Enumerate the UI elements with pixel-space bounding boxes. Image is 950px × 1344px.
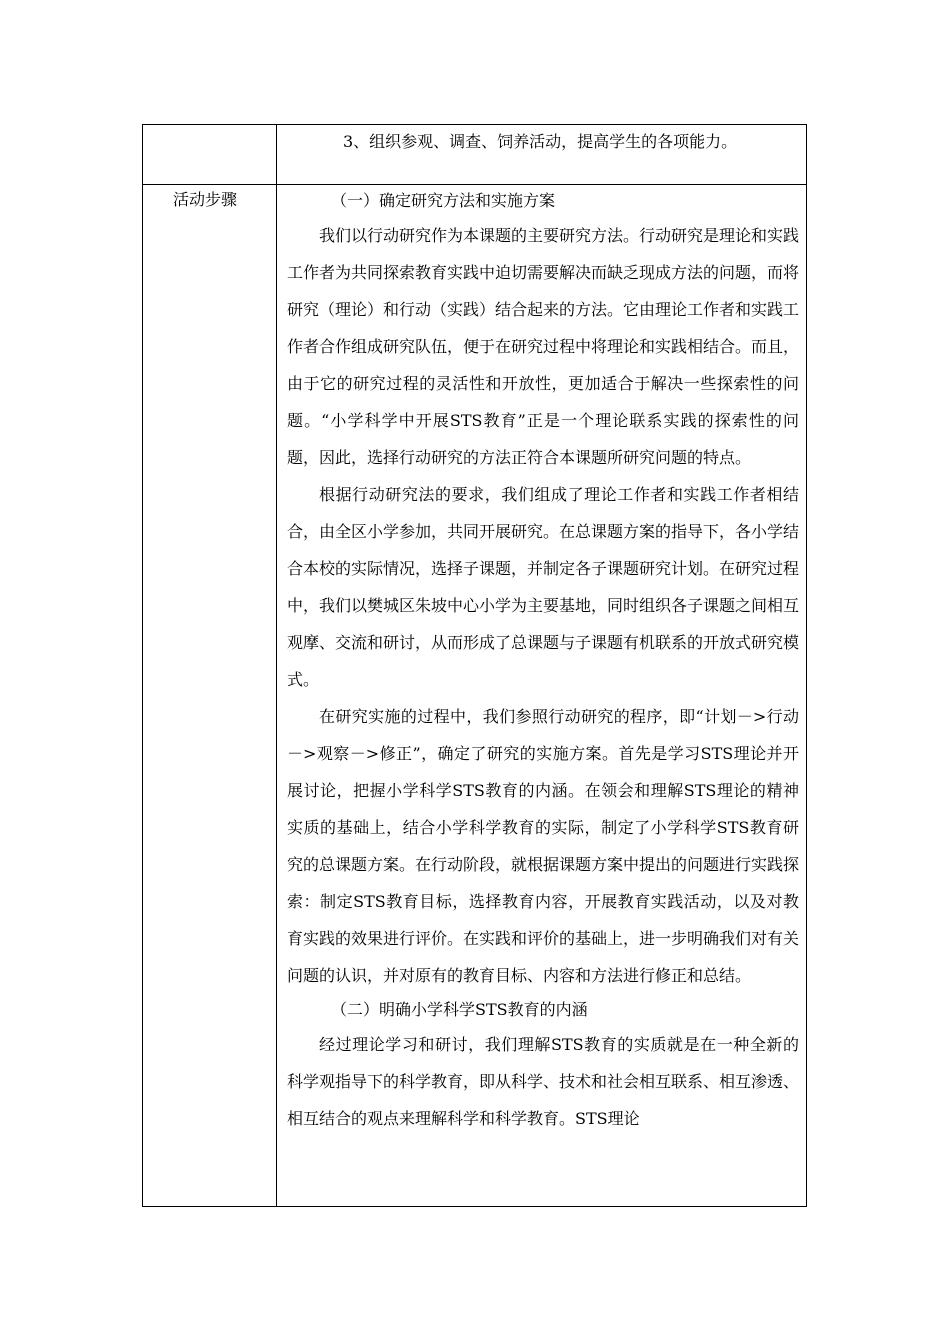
section-heading-2: （二）明确小学科学STS教育的内涵 bbox=[331, 1000, 588, 1019]
paragraph-2: 根据行动研究法的要求，我们组成了理论工作者和实践工作者相结合，由全区小学参加，共同开展研究。在总课题方案的指导下，各小学结合本校的实际情况，选择子课题，并制定各子课题研究计划。在研究过程中，我们以樊城区朱坡中心小学为主要基地，同时组织各子课题之间相互观摩、交流和研讨，从而形成了总课题与子课题有机联系的开放式研究模式。 bbox=[287, 485, 800, 689]
column-divider bbox=[276, 125, 277, 1206]
row1-content-text: 3、组织参观、调查、饲养活动，提高学生的各项能力。 bbox=[343, 132, 738, 151]
paragraph-4: 经过理论学习和研讨，我们理解STS教育的实质就是在一种全新的科学观指导下的科学教育，即从科学、技术和社会相互联系、相互渗透、相互结合的观点来理解科学和科学教育。STS理论 bbox=[287, 1035, 800, 1128]
activity-steps-label: 活动步骤 bbox=[173, 190, 238, 209]
section-heading-1: （一）确定研究方法和实施方案 bbox=[331, 191, 556, 210]
paragraph-3: 在研究实施的过程中，我们参照行动研究的程序，即“计划－>行动－>观察－>修正”，确定了研究的实施方案。首先是学习STS理论并开展讨论，把握小学科学STS教育的内涵。在领会和理解STS理论的精神实质的基础上，结合小学科学教育的实际，制定了小学科学STS教育研究的总课题方案。在行动阶段，就根据课题方案中提出的问题进行实践探索：制定STS教育目标，选择教育内容，开展教育实践活动，以及对教育实践的效果进行评价。在实践和评价的基础上，进一步明确我们对有关问题的认识，并对原有的教育目标、内容和方法进行修正和总结。 bbox=[287, 707, 800, 985]
activity-steps-content bbox=[287, 185, 799, 1137]
document-table bbox=[142, 124, 807, 1207]
paragraph-1: 我们以行动研究作为本课题的主要研究方法。行动研究是理论和实践工作者为共同探索教育实践中迫切需要解决而缺乏现成方法的问题，而将研究（理论）和行动（实践）结合起来的方法。它由理论工作者和实践工作者合作组成研究队伍，便于在研究过程中将理论和实践相结合。而且，由于它的研究过程的灵活性和开放性，更加适合于解决一些探索性的问题。“小学科学中开展STS教育”正是一个理论联系实践的探索性的问题，因此，选择行动研究的方法正符合本课题所研究问题的特点。 bbox=[287, 226, 800, 467]
